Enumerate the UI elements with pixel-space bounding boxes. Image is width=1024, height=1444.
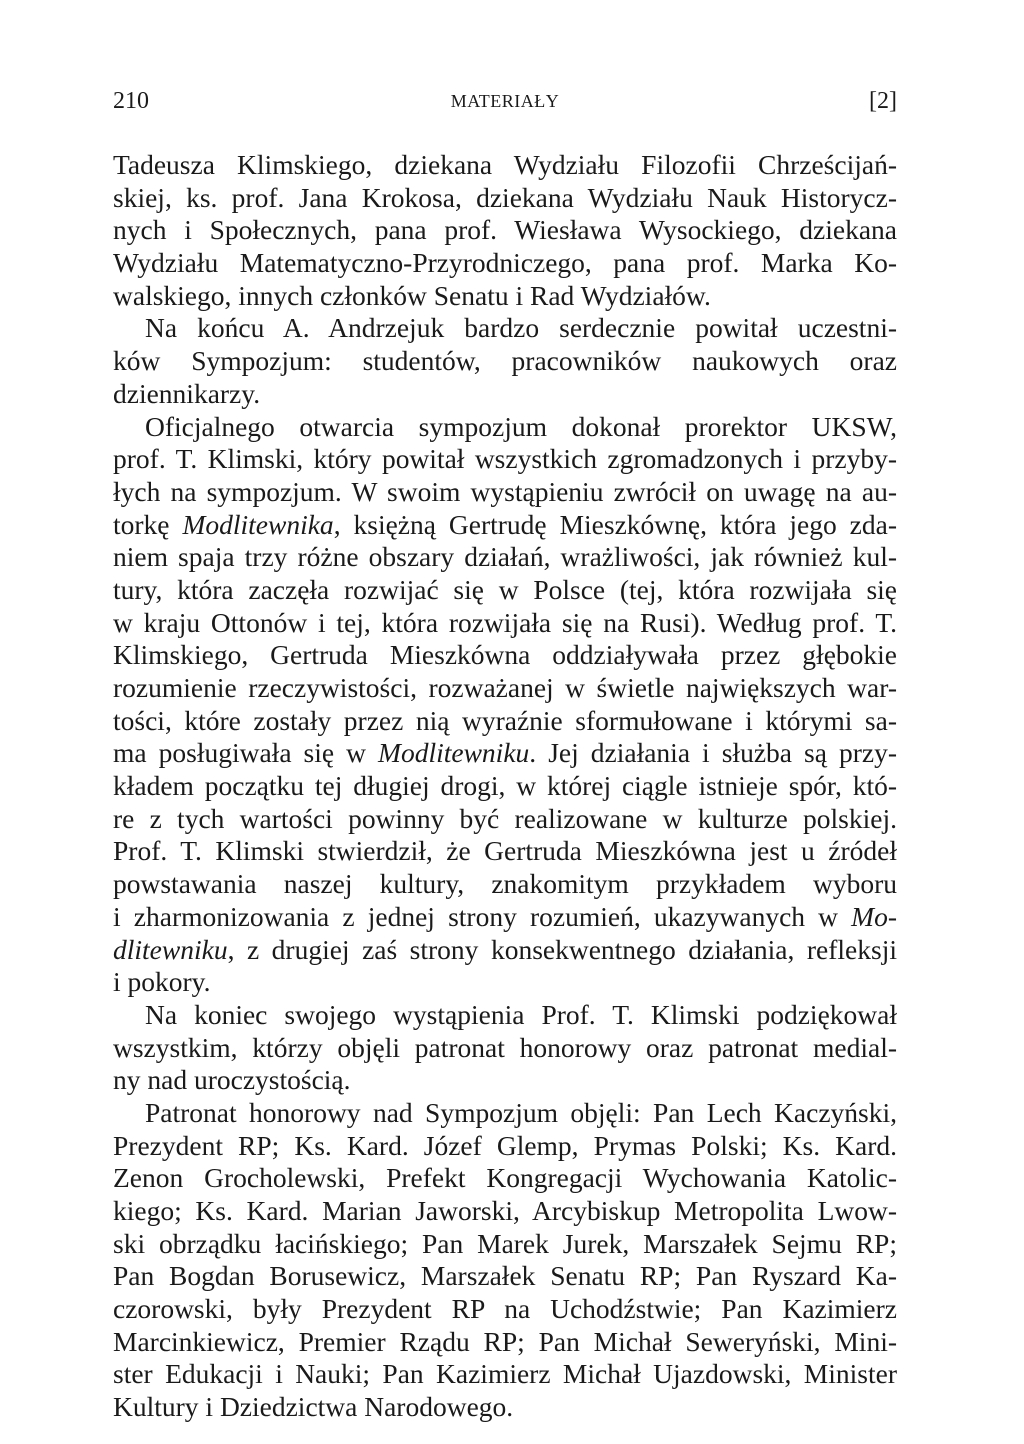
text-line: Patronat honorowy nad Sympozjum objęli: Pan Lech Kaczyński,	[145, 1096, 897, 1128]
text-line: Oficjalnego otwarcia sympozjum dokonał prorektor UKSW,	[145, 410, 897, 442]
section-marker: [2]	[869, 88, 897, 114]
text-line: Na koniec swojego wystąpienia Prof. T. Klimski podziękował	[145, 998, 897, 1030]
text-line: kładem początku tej długiej drogi, w której ciągle istnieje spór, któ-	[113, 770, 897, 802]
page-header	[113, 86, 897, 116]
italic-title: Modlitewniku	[378, 737, 530, 769]
text-line: ków Sympozjum: studentów, pracowników naukowych oraz	[113, 345, 897, 377]
text-line: Kultury i Dziedzictwa Narodowego.	[113, 1391, 514, 1423]
text-line: Prof. T. Klimski stwierdził, że Gertruda Mieszkówna jest u źródeł	[113, 835, 897, 867]
text-line: ski obrządku łacińskiego; Pan Marek Jurek, Marszałek Sejmu RP;	[113, 1227, 897, 1259]
text-line: Prezydent RP; Ks. Kard. Józef Glemp, Prymas Polski; Ks. Kard.	[113, 1129, 897, 1161]
page-number: 210	[113, 88, 149, 114]
text-run: . Jej działania i służba są przy-	[529, 737, 897, 769]
text-line: Na końcu A. Andrzejuk bardzo serdecznie powitał uczestni-	[145, 312, 897, 344]
text-line	[113, 934, 897, 967]
text-line: czorowski, były Prezydent RP na Uchodźstwie; Pan Kazimierz	[113, 1293, 897, 1325]
text-line: wszystkim, którzy objęli patronat honorowy oraz patronat medial-	[113, 1031, 897, 1063]
text-line: prof. T. Klimski, który powitał wszystkich zgromadzonych i przyby-	[113, 443, 897, 475]
text-line: nych i Społecznych, pana prof. Wiesława Wysockiego, dziekana	[113, 214, 897, 246]
text-line: Tadeusza Klimskiego, dziekana Wydziału Filozofii Chrześcijań-	[113, 149, 897, 180]
text-line: walskiego, innych członków Senatu i Rad Wydziałów.	[113, 279, 711, 311]
text-line: Pan Bogdan Borusewicz, Marszałek Senatu RP; Pan Ryszard Ka-	[113, 1260, 897, 1292]
body-text	[113, 149, 897, 1424]
text-line: tury, która zaczęła rozwijać się w Polsce (tej, która rozwijała się	[113, 573, 897, 605]
text-line: łych na sympozjum. W swoim wystąpieniu zwrócił on uwagę na au-	[113, 475, 897, 507]
text-line: tości, które zostały przez nią wyraźnie sformułowane i którymi sa-	[113, 704, 897, 736]
text-line	[113, 509, 897, 542]
text-line: niem spaja trzy różne obszary działań, wrażliwości, jak również kul-	[113, 541, 897, 573]
italic-title: dlitewniku	[113, 933, 228, 965]
text-line: dziennikarzy.	[113, 377, 261, 409]
text-line: w kraju Ottonów i tej, która rozwijała się na Rusi). Według prof. T.	[113, 606, 897, 638]
text-line: ster Edukacji i Nauki; Pan Kazimierz Michał Ujazdowski, Minister	[113, 1358, 897, 1390]
text-line: Zenon Grocholewski, Prefekt Kongregacji Wychowania Katolic-	[113, 1162, 897, 1194]
text-line: Marcinkiewicz, Premier Rządu RP; Pan Michał Seweryński, Mini-	[113, 1325, 897, 1357]
running-title: MATERIAŁY	[450, 91, 560, 111]
text-line: Klimskiego, Gertruda Mieszkówna oddziaływała przez głębokie	[113, 639, 897, 671]
text-line: Wydziału Matematyczno-Przyrodniczego, pana prof. Marka Ko-	[113, 247, 897, 279]
text-line: kiego; Ks. Kard. Marian Jaworski, Arcybiskup Metropolita Lwow-	[113, 1195, 897, 1226]
text-line: ny nad uroczystością.	[113, 1064, 351, 1096]
text-run: torkę	[113, 508, 183, 540]
text-line: skiej, ks. prof. Jana Krokosa, dziekana Wydziału Nauk Historycz-	[113, 181, 897, 213]
italic-title: Modlitewnika	[182, 508, 334, 540]
text-line	[113, 737, 897, 770]
text-line: i pokory.	[113, 966, 211, 998]
italic-title: Mo-	[851, 900, 897, 932]
text-run: ma posługiwała się w	[113, 737, 379, 769]
text-run: , z drugiej zaś strony konsekwentnego działania, refleksji	[227, 933, 897, 965]
text-run: , księżną Gertrudę Mieszkównę, która jego zda-	[333, 508, 897, 540]
text-line: re z tych wartości powinny być realizowane w kulturze polskiej.	[113, 802, 897, 834]
text-line: powstawania naszej kultury, znakomitym przykładem wyboru	[113, 868, 897, 900]
text-line	[113, 901, 897, 934]
text-line: rozumienie rzeczywistości, rozważanej w świetle największych war-	[113, 672, 897, 703]
text-run: i zharmonizowania z jednej strony rozumień, ukazywanych w	[113, 900, 852, 932]
